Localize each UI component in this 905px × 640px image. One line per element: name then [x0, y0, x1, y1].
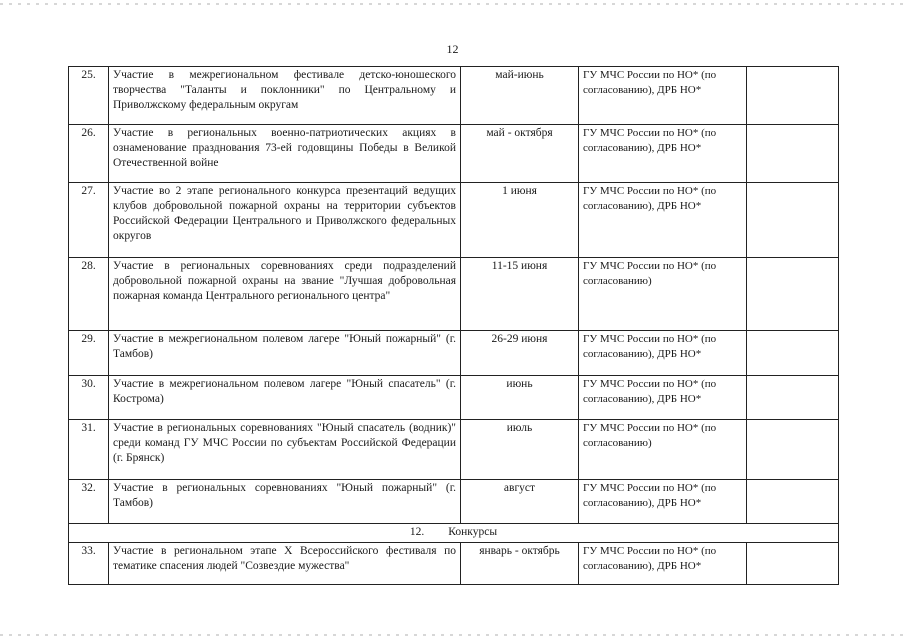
table-row	[69, 376, 839, 420]
table-row	[69, 258, 839, 331]
row-number: 28.	[69, 258, 109, 331]
event-date: май - октября	[461, 125, 579, 183]
responsible: ГУ МЧС России по НО* (по согласованию), ДРБ НО*	[579, 543, 747, 585]
row-number: 29.	[69, 331, 109, 376]
event-description: Участие во 2 этапе регионального конкурса презентаций ведущих клубов добровольной пожарной охраны на территории субъектов Российской Федерации Центрального и Приволжского федеральных округов	[109, 183, 461, 258]
scan-edge-bottom	[0, 634, 905, 636]
rows-after	[69, 543, 839, 585]
row-number: 25.	[69, 67, 109, 125]
extra-cell	[747, 67, 839, 125]
extra-cell	[747, 183, 839, 258]
row-number: 27.	[69, 183, 109, 258]
page-number: 12	[446, 42, 459, 56]
event-description: Участие в региональных соревнованиях "Юный пожарный" (г. Тамбов)	[109, 480, 461, 524]
event-description: Участие в региональном этапе X Всероссийского фестиваля по тематике спасения людей "Созвездие мужества"	[109, 543, 461, 585]
extra-cell	[747, 376, 839, 420]
section-title: Конкурсы	[448, 526, 498, 538]
section-header	[69, 524, 839, 543]
section-block	[69, 524, 839, 543]
event-date: май-июнь	[461, 67, 579, 125]
responsible: ГУ МЧС России по НО* (по согласованию), ДРБ НО*	[579, 67, 747, 125]
row-number: 33.	[69, 543, 109, 585]
row-number: 31.	[69, 420, 109, 480]
table-row	[69, 67, 839, 125]
responsible: ГУ МЧС России по НО* (по согласованию), ДРБ НО*	[579, 376, 747, 420]
extra-cell	[747, 331, 839, 376]
event-date: август	[461, 480, 579, 524]
responsible: ГУ МЧС России по НО* (по согласованию), ДРБ НО*	[579, 480, 747, 524]
event-description: Участие в межрегиональном полевом лагере "Юный пожарный" (г. Тамбов)	[109, 331, 461, 376]
events-table	[68, 66, 839, 585]
table-row	[69, 331, 839, 376]
table-row	[69, 543, 839, 585]
responsible: ГУ МЧС России по НО* (по согласованию), ДРБ НО*	[579, 125, 747, 183]
event-description: Участие в региональных соревнованиях среди подразделений добровольной пожарной охраны на звание "Лучшая добровольная пожарная команда Центрального регионального центра"	[109, 258, 461, 331]
responsible: ГУ МЧС России по НО* (по согласованию), ДРБ НО*	[579, 331, 747, 376]
section-number: 12.	[409, 526, 425, 538]
responsible: ГУ МЧС России по НО* (по согласованию)	[579, 258, 747, 331]
table-row	[69, 125, 839, 183]
responsible: ГУ МЧС России по НО* (по согласованию)	[579, 420, 747, 480]
event-description: Участие в межрегиональном полевом лагере "Юный спасатель" (г. Кострома)	[109, 376, 461, 420]
event-description: Участие в межрегиональном фестивале детско-юношеского творчества "Таланты и поклонники" по Центральному и Приволжскому федеральным округам	[109, 67, 461, 125]
event-date: 11-15 июня	[461, 258, 579, 331]
table-row	[69, 183, 839, 258]
rows-before	[69, 67, 839, 524]
event-description: Участие в региональных военно-патриотических акциях в ознаменование празднования 73-ей годовщины Победы в Великой Отечественной войне	[109, 125, 461, 183]
event-date: июль	[461, 420, 579, 480]
row-number: 26.	[69, 125, 109, 183]
extra-cell	[747, 480, 839, 524]
responsible: ГУ МЧС России по НО* (по согласованию), ДРБ НО*	[579, 183, 747, 258]
scan-edge-top	[0, 3, 905, 5]
extra-cell	[747, 258, 839, 331]
extra-cell	[747, 543, 839, 585]
table-row	[69, 420, 839, 480]
extra-cell	[747, 125, 839, 183]
event-date: 1 июня	[461, 183, 579, 258]
event-date: 26-29 июня	[461, 331, 579, 376]
section-header-row	[69, 524, 839, 543]
table-row	[69, 480, 839, 524]
event-date: январь - октябрь	[461, 543, 579, 585]
row-number: 32.	[69, 480, 109, 524]
event-date: июнь	[461, 376, 579, 420]
extra-cell	[747, 420, 839, 480]
row-number: 30.	[69, 376, 109, 420]
event-description: Участие в региональных соревнованиях "Юный спасатель (водник)" среди команд ГУ МЧС России по субъектам Российской Федерации (г. Брянск)	[109, 420, 461, 480]
